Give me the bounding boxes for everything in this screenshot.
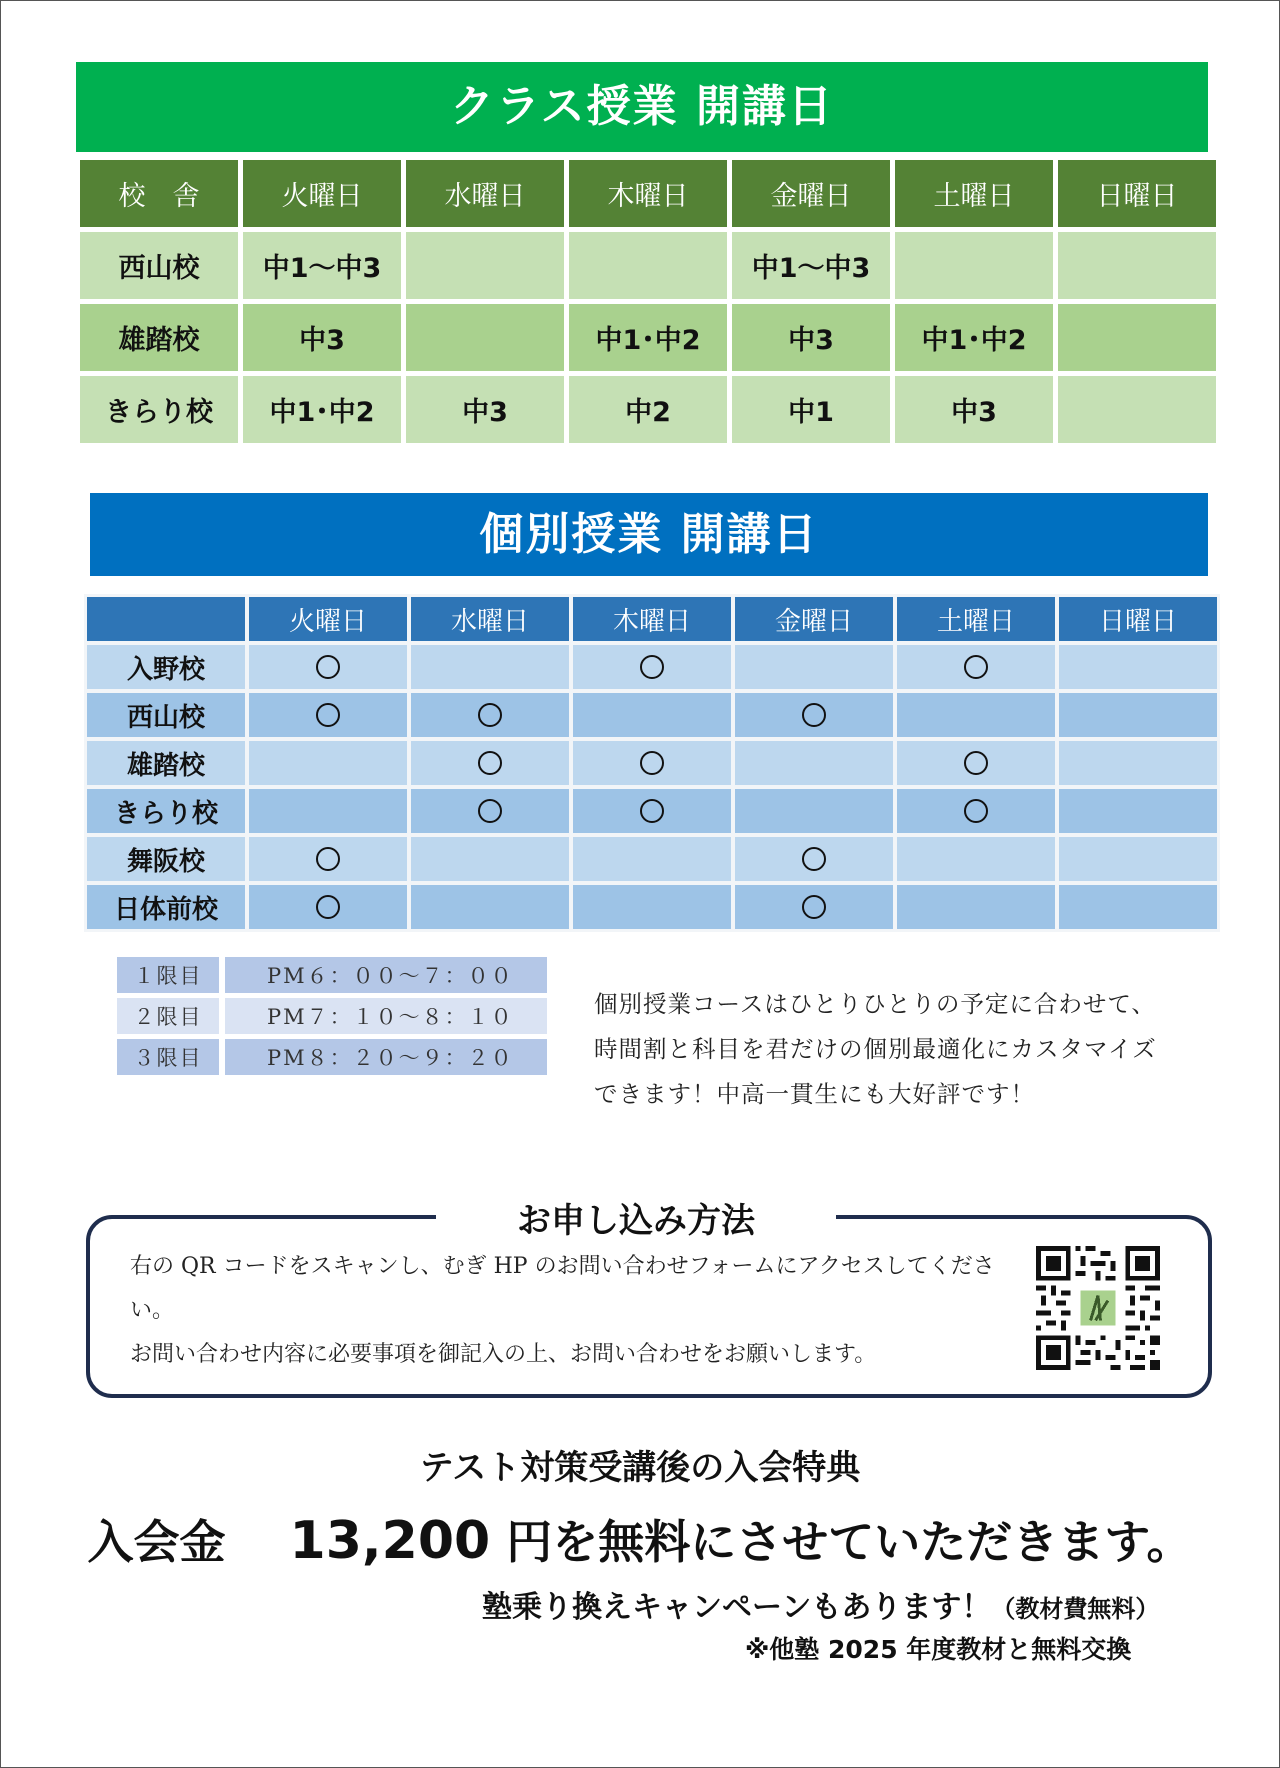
class-schedule-cell: 中2: [569, 376, 727, 443]
class-lessons-banner: クラス授業 開講日: [76, 62, 1208, 152]
class-header-cell: 金曜日: [732, 160, 890, 227]
class-school-cell: 雄踏校: [80, 304, 238, 371]
individual-header-cell: 土曜日: [897, 597, 1055, 641]
individual-school-cell: 西山校: [87, 693, 245, 737]
individual-schedule-cell: [249, 837, 407, 881]
individual-schedule-cell: [411, 837, 569, 881]
period-times-table: [117, 957, 547, 1075]
individual-schedule-cell: [249, 789, 407, 833]
class-header-cell: 火曜日: [243, 160, 401, 227]
benefit-title: テスト対策受講後の入会特典: [419, 1448, 861, 1488]
individual-schedule-cell: [897, 885, 1055, 929]
individual-schedule-cell: [1059, 693, 1217, 737]
class-schedule-table: [80, 160, 1216, 443]
individual-schedule-cell: [411, 645, 569, 689]
individual-schedule-cell: [1059, 837, 1217, 881]
class-school-cell: きらり校: [80, 376, 238, 443]
open-day-circle-icon: [964, 655, 988, 679]
individual-schedule-cell: [1059, 645, 1217, 689]
class-schedule-cell: 中1･中2: [569, 304, 727, 371]
class-schedule-cell: 中1･中2: [243, 376, 401, 443]
benefit-main-amount: 13,200: [289, 1511, 491, 1571]
application-title: お申し込み方法: [436, 1196, 836, 1246]
period-time: PM７：１０～８：１０: [225, 998, 547, 1034]
individual-schedule-cell: [735, 885, 893, 929]
individual-schedule-cell: [249, 741, 407, 785]
individual-schedule-cell: [249, 693, 407, 737]
individual-schedule-cell: [1059, 741, 1217, 785]
individual-header-cell: [87, 597, 245, 641]
campaign-text: 塾乗り換えキャンペーンもあります！: [482, 1590, 992, 1625]
open-day-circle-icon: [964, 799, 988, 823]
individual-school-cell: きらり校: [87, 789, 245, 833]
application-line-1: 右の QR コードをスキャンし、むぎ HP のお問い合わせフォームにアクセスしてください。: [130, 1254, 995, 1323]
open-day-circle-icon: [802, 703, 826, 727]
individual-schedule-cell: [1059, 885, 1217, 929]
class-schedule-cell: [406, 232, 564, 299]
campaign-note: （教材費無料）: [991, 1595, 1160, 1623]
individual-schedule-cell: [573, 885, 731, 929]
application-body: [130, 1245, 1010, 1377]
individual-schedule-cell: [573, 693, 731, 737]
class-header-cell: 土曜日: [895, 160, 1053, 227]
individual-header-cell: 火曜日: [249, 597, 407, 641]
benefit-campaign: [482, 1582, 1162, 1626]
individual-schedule-cell: [735, 741, 893, 785]
individual-schedule-cell: [573, 837, 731, 881]
individual-schedule-cell: [735, 789, 893, 833]
open-day-circle-icon: [478, 751, 502, 775]
class-header-cell: 日曜日: [1058, 160, 1216, 227]
individual-lessons-banner: 個別授業 開講日: [90, 493, 1208, 576]
class-schedule-cell: 中1: [732, 376, 890, 443]
period-label: １限目: [117, 957, 219, 993]
class-schedule-cell: [406, 304, 564, 371]
individual-schedule-cell: [573, 741, 731, 785]
individual-school-cell: 雄踏校: [87, 741, 245, 785]
benefit-main: [0, 1506, 1280, 1572]
individual-header-cell: 日曜日: [1059, 597, 1217, 641]
individual-schedule-cell: [573, 645, 731, 689]
class-schedule-cell: [569, 232, 727, 299]
individual-schedule-cell: [411, 741, 569, 785]
individual-schedule-cell: [735, 645, 893, 689]
benefit-main-prefix: 入会金: [87, 1515, 226, 1569]
class-header-cell: 校 舎: [80, 160, 238, 227]
class-schedule-cell: [1058, 376, 1216, 443]
period-label: ３限目: [117, 1039, 219, 1075]
open-day-circle-icon: [478, 703, 502, 727]
open-day-circle-icon: [316, 895, 340, 919]
class-schedule-cell: [1058, 304, 1216, 371]
individual-schedule-cell: [411, 789, 569, 833]
individual-schedule-cell: [249, 645, 407, 689]
open-day-circle-icon: [802, 847, 826, 871]
class-schedule-cell: [895, 232, 1053, 299]
open-day-circle-icon: [640, 799, 664, 823]
individual-schedule-cell: [897, 837, 1055, 881]
individual-schedule-cell: [897, 741, 1055, 785]
individual-schedule-cell: [411, 885, 569, 929]
open-day-circle-icon: [640, 655, 664, 679]
class-schedule-cell: 中1～中3: [732, 232, 890, 299]
individual-schedule-cell: [573, 789, 731, 833]
class-school-cell: 西山校: [80, 232, 238, 299]
application-line-2: お問い合わせ内容に必要事項を御記入の上、お問い合わせをお願いします。: [130, 1342, 877, 1367]
individual-header-cell: 木曜日: [573, 597, 731, 641]
individual-schedule-cell: [897, 693, 1055, 737]
class-schedule-cell: 中3: [243, 304, 401, 371]
class-schedule-cell: 中3: [732, 304, 890, 371]
class-schedule-cell: 中1～中3: [243, 232, 401, 299]
individual-schedule-table: [84, 594, 1220, 932]
class-schedule-cell: 中1･中2: [895, 304, 1053, 371]
individual-schedule-cell: [897, 645, 1055, 689]
period-label: ２限目: [117, 998, 219, 1034]
class-header-cell: 木曜日: [569, 160, 727, 227]
individual-schedule-cell: [249, 885, 407, 929]
class-schedule-cell: [1058, 232, 1216, 299]
individual-school-cell: 舞阪校: [87, 837, 245, 881]
class-schedule-cell: 中3: [895, 376, 1053, 443]
period-time: PM８：２０～９：２０: [225, 1039, 547, 1075]
open-day-circle-icon: [964, 751, 988, 775]
class-schedule-cell: 中3: [406, 376, 564, 443]
individual-schedule-cell: [897, 789, 1055, 833]
individual-schedule-cell: [735, 837, 893, 881]
open-day-circle-icon: [316, 655, 340, 679]
individual-schedule-cell: [735, 693, 893, 737]
individual-header-cell: 金曜日: [735, 597, 893, 641]
open-day-circle-icon: [316, 703, 340, 727]
open-day-circle-icon: [802, 895, 826, 919]
benefit-main-suffix: 円を無料にさせていただきます。: [506, 1515, 1193, 1569]
individual-schedule-cell: [411, 693, 569, 737]
individual-schedule-cell: [1059, 789, 1217, 833]
individual-school-cell: 日体前校: [87, 885, 245, 929]
individual-description: 個別授業コースはひとりひとりの予定に合わせて、時間割と科目を君だけの個別最適化にカスタマイズできます！中高一貫生にも大好評です！: [594, 990, 1157, 1108]
open-day-circle-icon: [478, 799, 502, 823]
individual-school-cell: 入野校: [87, 645, 245, 689]
individual-header-cell: 水曜日: [411, 597, 569, 641]
qr-code-icon[interactable]: [1036, 1246, 1160, 1370]
benefit-note: ※他塾 2025 年度教材と無料交換: [745, 1635, 1132, 1664]
period-time: PM６：００～７：００: [225, 957, 547, 993]
open-day-circle-icon: [316, 847, 340, 871]
class-header-cell: 水曜日: [406, 160, 564, 227]
open-day-circle-icon: [640, 751, 664, 775]
